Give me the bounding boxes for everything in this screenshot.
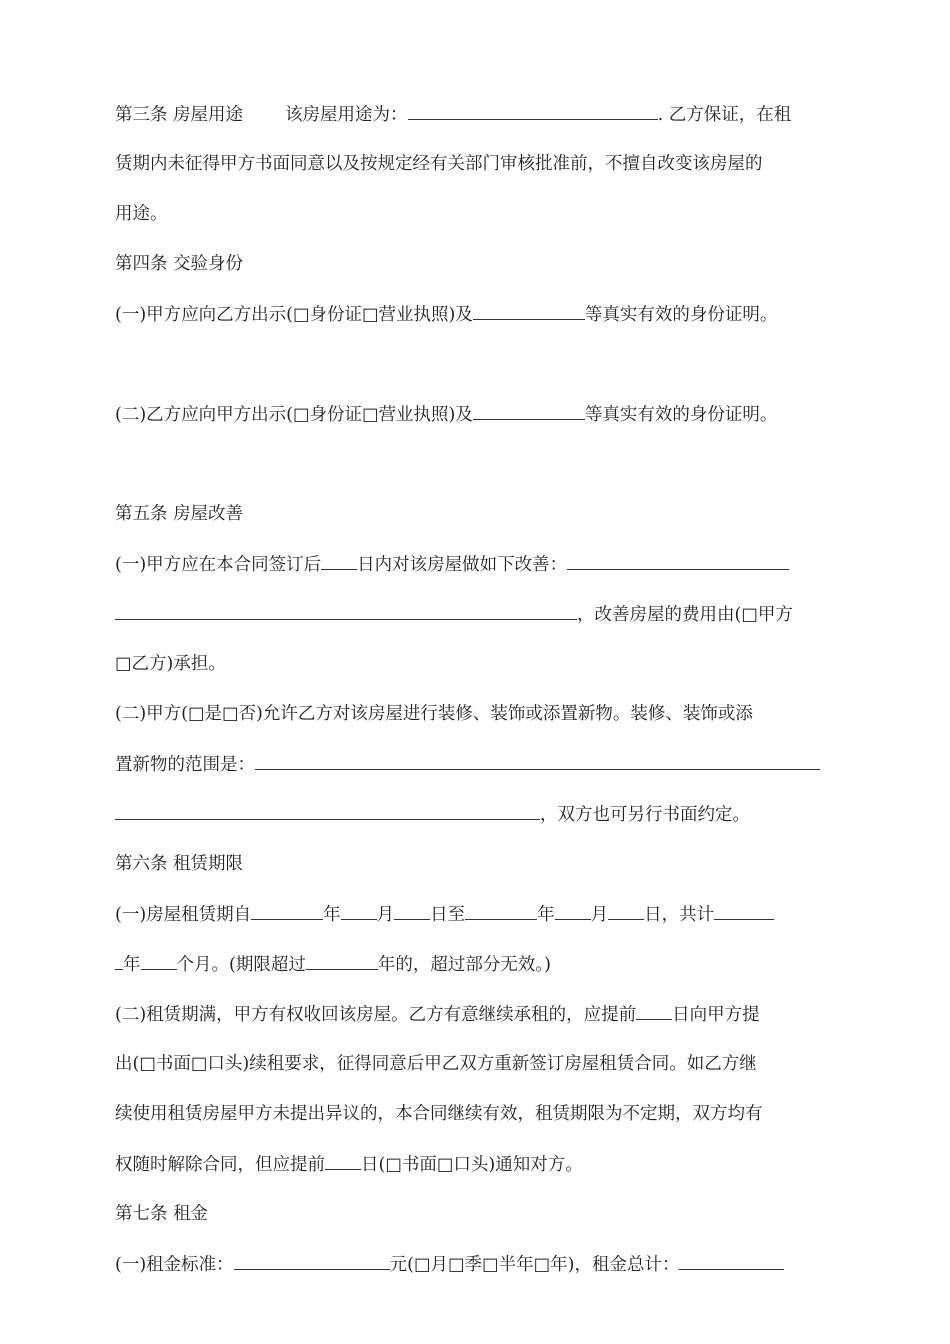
total-years-blank (714, 902, 774, 920)
art6-item1-line1: (一)房屋租赁期自 年 月 日至 年 月 日，共计 (115, 902, 850, 927)
max-years-blank (306, 952, 378, 970)
end-month-blank (555, 902, 591, 920)
art3-line1: 第三条 房屋用途 该房屋用途为： . 乙方保证，在租 (115, 102, 850, 127)
improvement-blank-cont (115, 602, 577, 620)
art4-item2: (二)乙方应向甲方出示(□身份证□营业执照)及 等真实有效的身份证明。 (115, 402, 850, 427)
art6-item2-line2: 出(□书面□口头)续租要求，征得同意后甲乙双方重新签订房屋租赁合同。如乙方继 (115, 1054, 757, 1074)
art6-item1-line2: 年 个月。(期限超过 年的，超过部分无效。) (115, 952, 850, 977)
id-doc-blank-1 (473, 302, 585, 320)
art5-item2-line3: ，双方也可另行书面约定。 (115, 802, 850, 827)
art6-title: 第六条 租赁期限 (115, 854, 244, 874)
renewal-days-blank (636, 1002, 672, 1020)
rent-amount-blank (234, 1252, 390, 1270)
id-doc-blank-2 (473, 402, 585, 420)
start-year-blank (251, 902, 323, 920)
art4-item1: (一)甲方应向乙方出示(□身份证□营业执照)及 等真实有效的身份证明。 (115, 302, 850, 327)
decoration-scope-blank (255, 752, 820, 770)
art4-title: 第四条 交验身份 (115, 254, 244, 274)
start-day-blank (394, 902, 430, 920)
notice-days-blank (325, 1152, 361, 1170)
art3-line3: 用途。 (115, 204, 168, 224)
art6-item2-line4: 权随时解除合同，但应提前 日(□书面□口头)通知对方。 (115, 1152, 850, 1177)
art5-item1-line1: (一)甲方应在本合同签订后 日内对该房屋做如下改善： (115, 552, 850, 577)
art3-title: 第三条 房屋用途 (115, 105, 244, 125)
art5-item2-line2: 置新物的范围是： (115, 752, 850, 777)
art6-item2-line3: 续使用租赁房屋甲方未提出异议的，本合同继续有效，租赁期限为不定期，双方均有 (115, 1104, 763, 1124)
usage-blank (408, 102, 658, 120)
art5-item1-line2: ，改善房屋的费用由(□甲方 (115, 602, 850, 627)
art7-title: 第七条 租金 (115, 1204, 209, 1224)
art5-title: 第五条 房屋改善 (115, 504, 244, 524)
start-month-blank (341, 902, 377, 920)
total-months-blank (141, 952, 177, 970)
art3-line2: 赁期内未征得甲方书面同意以及按规定经有关部门审核批准前，不擅自改变该房屋的 (115, 154, 763, 174)
rent-total-blank (679, 1252, 784, 1270)
art5-item1-line3: □乙方)承担。 (115, 654, 226, 674)
art7-item1-line1: (一)租金标准： 元(□月□季□半年□年)，租金总计： (115, 1252, 850, 1277)
decoration-scope-blank-cont (115, 802, 540, 820)
end-day-blank (608, 902, 644, 920)
improvement-blank (567, 552, 789, 570)
art5-item2-line1: (二)甲方(□是□否)允许乙方对该房屋进行装修、装饰或添置新物。装修、装饰或添 (115, 704, 753, 724)
days-blank (321, 552, 357, 570)
art6-item2-line1: (二)租赁期满，甲方有权收回该房屋。乙方有意继续承租的，应提前 日向甲方提 (115, 1002, 850, 1027)
end-year-blank (465, 902, 537, 920)
total-years-blank-cont (115, 952, 123, 970)
